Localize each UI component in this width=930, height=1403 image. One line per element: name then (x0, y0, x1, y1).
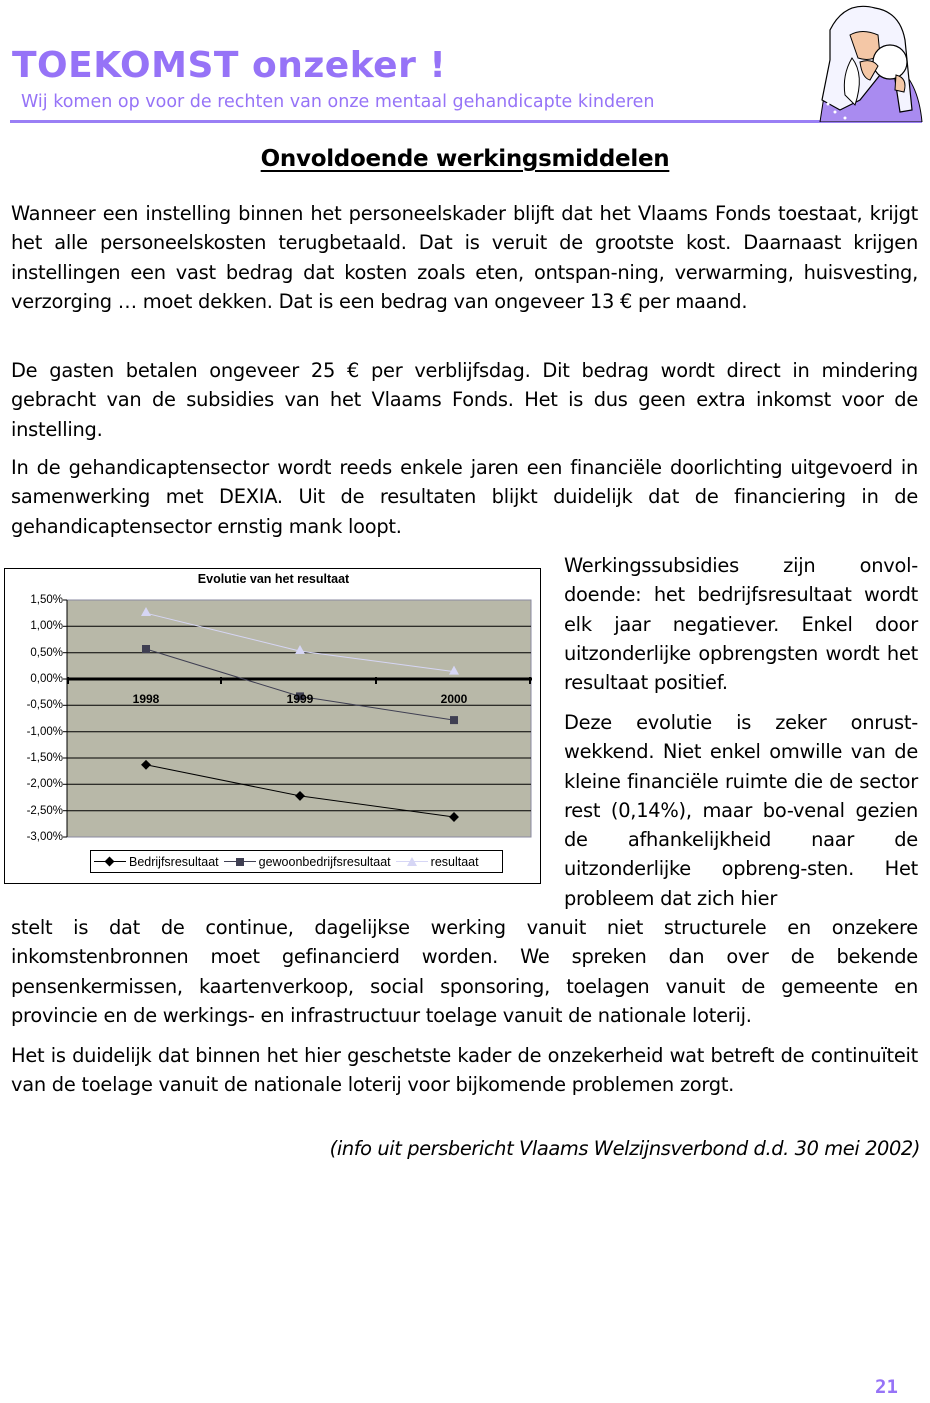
paragraph-6: stelt is dat de continue, dagelijkse werking vanuit niet structurele en onzekere inkomstenbronnen moet gefinancierd worden. We spreken dan over de bekende pensenkermissen, kaartenverkoop, social sponsoring, toelagen vanuit de gemeente en provincie en de werkings- en infrastructuur toelage vanuit de nationale loterij. (11, 916, 918, 1027)
chart-legend (90, 850, 503, 873)
y-tick-label: -2,50% (26, 805, 63, 817)
newsletter-subtitle: Wij komen op voor de rechten van onze mentaal gehandicapte kinderen (21, 92, 655, 112)
newsletter-title: TOEKOMST onzeker ! (12, 45, 447, 86)
y-tick-label: -0,50% (26, 699, 63, 711)
paragraph-3: In de gehandicaptensector wordt reeds enkele jaren een financiële doorlichting uitgevoerd in samenwerking met DEXIA. Uit de resultaten blijkt duidelijk dat de financiering in de gehandicaptensector ernstig mank loopt. (11, 456, 918, 538)
legend-label: gewoonbedrijfsresultaat (258, 854, 391, 869)
legend-item-resultaat (396, 855, 479, 869)
y-tick-label: -3,00% (26, 831, 63, 843)
chart-title: Evolutie van het resultaat (197, 572, 350, 586)
y-tick-label: 0,50% (30, 647, 63, 659)
legend-label: resultaat (430, 854, 479, 869)
source-citation: (info uit persbericht Vlaams Welzijnsverbond d.d. 30 mei 2002) (329, 1137, 920, 1160)
legend-label: Bedrijfsresultaat (129, 854, 219, 869)
line-chart (4, 568, 541, 884)
x-tick-label: 1999 (286, 692, 314, 706)
x-tick-label: 1998 (132, 692, 160, 706)
paragraph-7: Het is duidelijk dat binnen het hier geschetste kader de onzekerheid wat betreft de continuïteit van de toelage vanuit de nationale loterij voor bijkomende problemen zorgt. (11, 1044, 918, 1097)
y-tick-label: -2,00% (26, 778, 63, 790)
header-divider (10, 120, 922, 123)
wizard-with-crystal-ball-icon (800, 0, 925, 122)
paragraph-2: De gasten betalen ongeveer 25 € per verblijfsdag. Dit bedrag wordt direct in mindering gebracht van de subsidies van het Vlaams Fonds. Het is dus geen extra inkomst voor de instelling. (11, 359, 918, 441)
chart-plot (5, 569, 542, 885)
y-tick-label: 1,00% (30, 620, 63, 632)
x-tick-label: 2000 (440, 692, 468, 706)
y-tick-label: -1,50% (26, 752, 63, 764)
paragraph-4: Werkingssubsidies zijn onvol-doende: het bedrijfsresultaat wordt elk jaar negatiever. Enkel door uitzonderlijke opbrengsten wordt het resultaat positief. (564, 554, 918, 695)
square-marker-icon (224, 856, 256, 868)
legend-item-bedrijfsresultaat (94, 855, 219, 869)
paragraph-5: Deze evolutie is zeker onrust-wekkend. Niet enkel omwille van de kleine financiële ruimte die de sector rest (0,14%), maar bo-venal gezien de afhankelijkheid naar de uitzonderlijke opbreng-sten. Het probleem dat zich hier (564, 711, 918, 910)
diamond-marker-icon (94, 856, 126, 868)
paragraph-1: Wanneer een instelling binnen het personeelskader blijft dat het Vlaams Fonds toestaat, krijgt het alle personeelskosten terugbetaald. Dat is veruit de grootste kost. Daarnaast krijgen instellingen een vast bedrag dat kosten zoals eten, ontspan-ning, verwarming, huisvesting, verzorging … moet dekken. Dat is een bedrag van ongeveer 13 € per maand. (11, 202, 918, 313)
triangle-marker-icon (396, 856, 428, 868)
legend-item-gewoonbedrijfsresultaat (224, 855, 391, 869)
article-title: Onvoldoende werkingsmiddelen (260, 146, 670, 172)
y-tick-label: -1,00% (26, 726, 63, 738)
page-number: 21 (875, 1376, 898, 1398)
y-tick-label: 0,00% (30, 673, 63, 685)
y-tick-label: 1,50% (30, 594, 63, 606)
